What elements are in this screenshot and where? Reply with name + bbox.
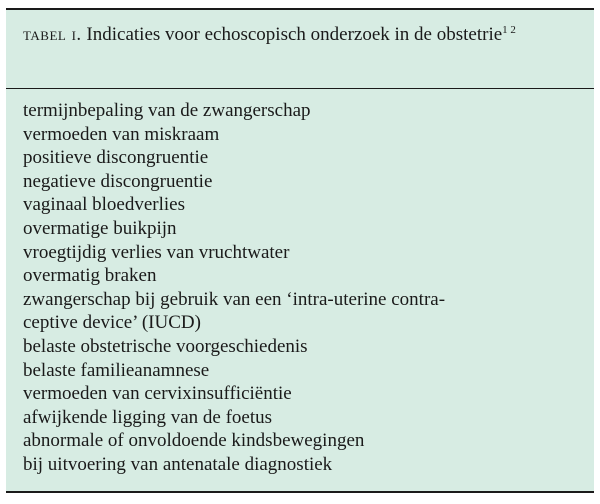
list-item: termijnbepaling van de zwangerschap xyxy=(23,100,311,121)
top-rule xyxy=(6,8,594,10)
list-item: abnormale of onvoldoende kindsbewegingen xyxy=(23,430,365,452)
list-item: positieve discongruentie xyxy=(23,147,209,169)
table-caption-text: Indicaties voor echoscopisch onderzoek in de obstetrie xyxy=(81,24,503,45)
indication-list xyxy=(23,99,583,477)
list-item: bij uitvoering van antenatale diagnostiek xyxy=(23,453,333,475)
list-item: negatieve discongruentie xyxy=(23,170,213,192)
list-item: belaste obstetrische voorgeschiedenis xyxy=(23,335,308,357)
list-item: vermoeden van miskraam xyxy=(23,123,220,145)
list-item: vermoeden van cervixinsufficiëntie xyxy=(23,383,292,405)
list-item: vroegtijdig verlies van vruchtwater xyxy=(23,241,290,263)
bottom-rule xyxy=(6,491,594,493)
table-caption xyxy=(23,22,576,48)
list-item: vaginaal bloedverlies xyxy=(23,194,185,216)
list-item: overmatig braken xyxy=(23,265,157,287)
list-item: ceptive device’ (IUCD) xyxy=(23,312,201,334)
indications-table xyxy=(6,8,594,493)
table-label: tabel i. xyxy=(23,24,82,45)
reference-superscript: 1 2 xyxy=(502,24,516,36)
list-item: overmatige buikpijn xyxy=(23,217,177,239)
list-item: belaste familieanamnese xyxy=(23,359,210,381)
list-item: zwangerschap bij gebruik van een ‘intra-uterine contra- xyxy=(23,288,446,310)
caption-rule xyxy=(6,88,594,89)
list-item: afwijkende ligging van de foetus xyxy=(23,406,273,428)
